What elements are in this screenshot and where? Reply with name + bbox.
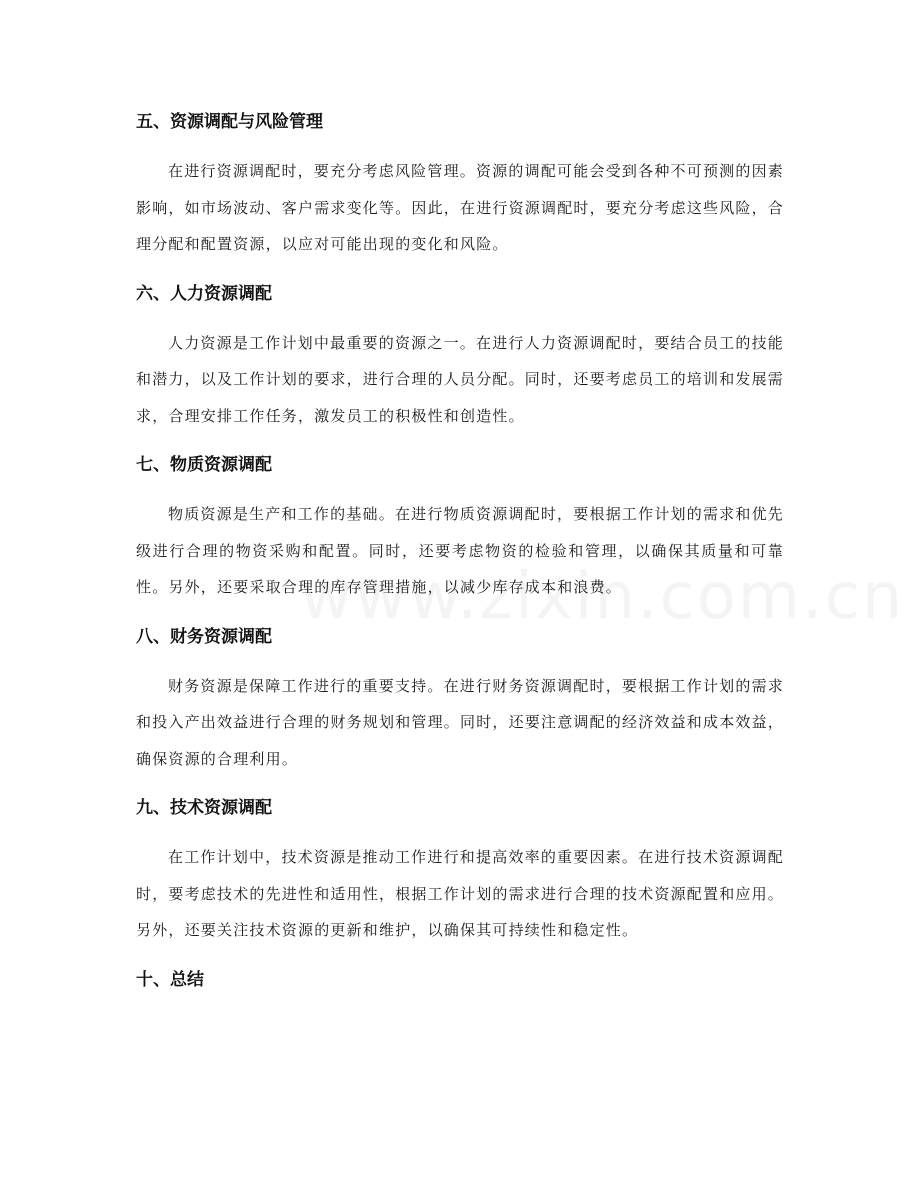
- section-heading-7: 七、物质资源调配: [136, 455, 272, 475]
- section-paragraph-5: 在进行资源调配时，要充分考虑风险管理。资源的调配可能会受到各种不可预测的因素影响，如市场波动、客户需求变化等。因此，在进行资源调配时，要充分考虑这些风险，合理分配和配置资源，以应对可能出现的变化和风险。: [136, 162, 785, 253]
- section-heading-9: 九、技术资源调配: [136, 798, 272, 818]
- section-heading-8: 八、财务资源调配: [136, 626, 272, 647]
- section-heading-5: 五、资源调配与风险管理: [136, 112, 323, 132]
- section-paragraph-8: 财务资源是保障工作进行的重要支持。在进行财务资源调配时，要根据工作计划的需求和投入产出效益进行合理的财务规划和管理。同时，还要注意调配的经济效益和成本效益，确保资源的合理利用。: [136, 676, 785, 768]
- section-paragraph-7: 物质资源是生产和工作的基础。在进行物质资源调配时，要根据工作计划的需求和优先级进行合理的物资采购和配置。同时，还要考虑物资的检验和管理，以确保其质量和可靠性。另外，还要采取合理的库存管理措施，以减少库存成本和浪费。: [136, 505, 784, 596]
- section-paragraph-6: 人力资源是工作计划中最重要的资源之一。在进行人力资源调配时，要结合员工的技能和潜力，以及工作计划的要求，进行合理的人员分配。同时，还要考虑员工的培训和发展需求，合理安排工作任务，激发员工的积极性和创造性。: [136, 333, 785, 425]
- section-heading-6: 六、人力资源调配: [136, 283, 272, 304]
- section-paragraph-9: 在工作计划中，技术资源是推动工作进行和提高效率的重要因素。在进行技术资源调配时，要考虑技术的先进性和适用性，根据工作计划的需求进行合理的技术资源配置和应用。另外，还要关注技术资源的更新和维护，以确保其可持续性和稳定性。: [136, 848, 785, 939]
- section-heading-10: 十、总结: [136, 969, 204, 990]
- document-content: [136, 104, 784, 998]
